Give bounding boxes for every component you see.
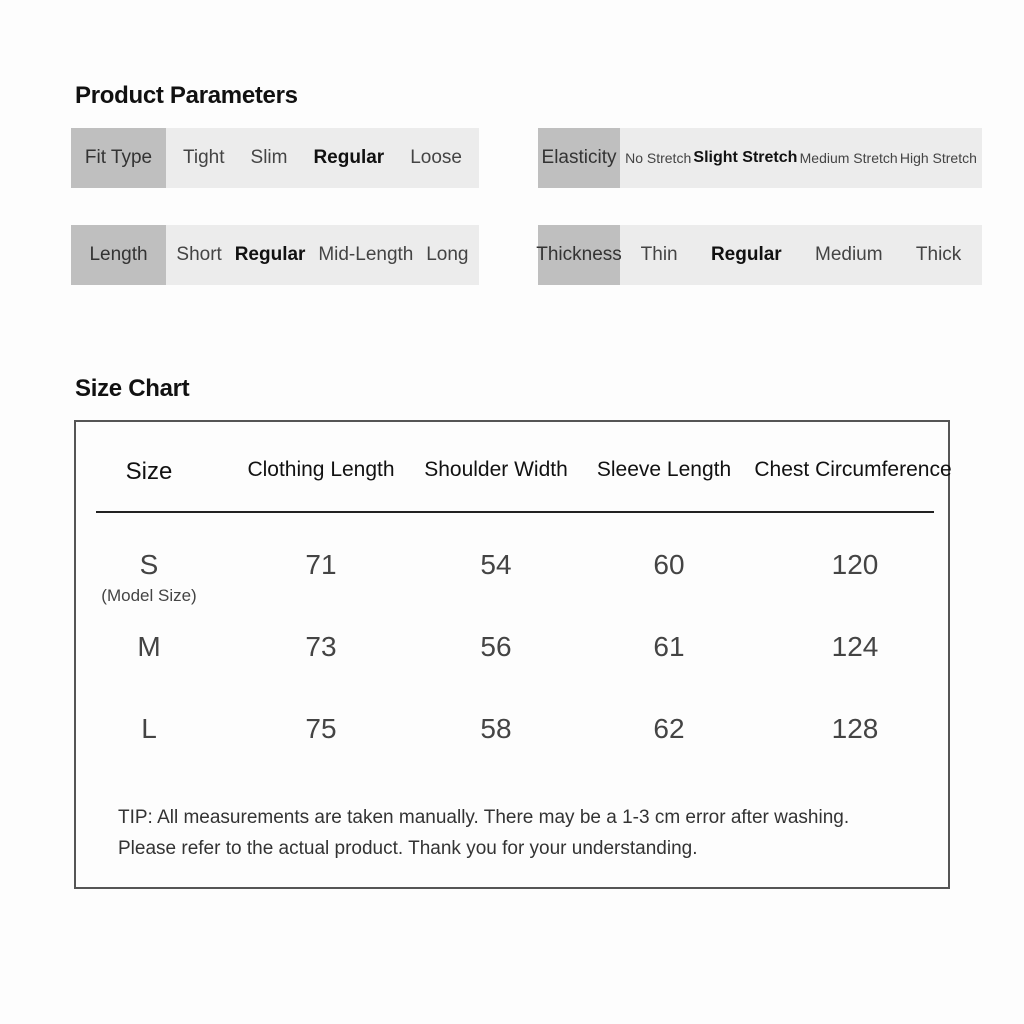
size-cell-l: L: [141, 713, 157, 744]
model-size-note: (Model Size): [101, 586, 197, 605]
header-divider: [96, 511, 934, 513]
thickness-label: Thickness: [538, 225, 620, 285]
header-sleeve-length: Sleeve Length: [596, 458, 732, 481]
table-cell: 75: [305, 713, 337, 744]
table-cell: 58: [480, 713, 512, 744]
elasticity-option-high-stretch: High Stretch: [899, 150, 977, 166]
length-option-short: Short: [176, 244, 222, 265]
length-option-long: Long: [426, 244, 469, 265]
fit-type-bar: [71, 128, 479, 188]
tip-line-1: TIP: All measurements are taken manually. There may be a 1-3 cm error after washing.: [118, 807, 850, 828]
length-option-mid-length: Mid-Length: [318, 244, 414, 265]
product-parameters-title: Product Parameters: [75, 82, 298, 109]
table-cell: 56: [480, 631, 512, 662]
size-cell-m: M: [137, 631, 161, 662]
thickness-bar: [538, 225, 982, 285]
elasticity-options: [620, 128, 982, 188]
thickness-option-regular: Regular: [710, 244, 782, 265]
elasticity-option-no-stretch: No Stretch: [625, 150, 692, 166]
thickness-option-thin: Thin: [640, 244, 678, 265]
table-cell: 62: [653, 713, 685, 744]
elasticity-option-slight-stretch: Slight Stretch: [693, 149, 798, 166]
elasticity-bar: [538, 128, 982, 188]
header-size: Size: [125, 458, 173, 485]
fit-type-option-slim: Slim: [250, 147, 288, 168]
length-bar: [71, 225, 479, 285]
size-chart-title: Size Chart: [75, 375, 190, 402]
table-cell: 128: [831, 713, 879, 744]
thickness-options: [620, 225, 982, 285]
size-chart-table: [74, 420, 950, 889]
length-option-regular: Regular: [234, 244, 306, 265]
thickness-option-medium: Medium: [815, 244, 883, 265]
length-label: Length: [71, 225, 166, 285]
table-cell: 60: [653, 549, 685, 580]
length-options: [166, 225, 479, 285]
header-chest-circumference: Chest Circumference: [754, 458, 952, 481]
fit-type-option-tight: Tight: [182, 147, 225, 168]
header-shoulder-width: Shoulder Width: [424, 458, 568, 481]
table-cell: 124: [831, 631, 879, 662]
table-cell: 71: [305, 549, 337, 580]
table-cell: 120: [831, 549, 879, 580]
fit-type-label: Fit Type: [71, 128, 166, 188]
thickness-option-thick: Thick: [915, 244, 962, 265]
fit-type-options: [166, 128, 479, 188]
fit-type-option-loose: Loose: [410, 147, 462, 168]
elasticity-label: Elasticity: [538, 128, 620, 188]
table-cell: 61: [653, 631, 685, 662]
size-cell-s: S: [139, 549, 159, 580]
elasticity-option-medium-stretch: Medium Stretch: [799, 150, 898, 166]
table-cell: 54: [480, 549, 512, 580]
fit-type-option-regular: Regular: [313, 147, 385, 168]
table-cell: 73: [305, 631, 337, 662]
header-clothing-length: Clothing Length: [247, 458, 395, 481]
tip-line-2: Please refer to the actual product. Thank you for your understanding.: [118, 838, 698, 859]
